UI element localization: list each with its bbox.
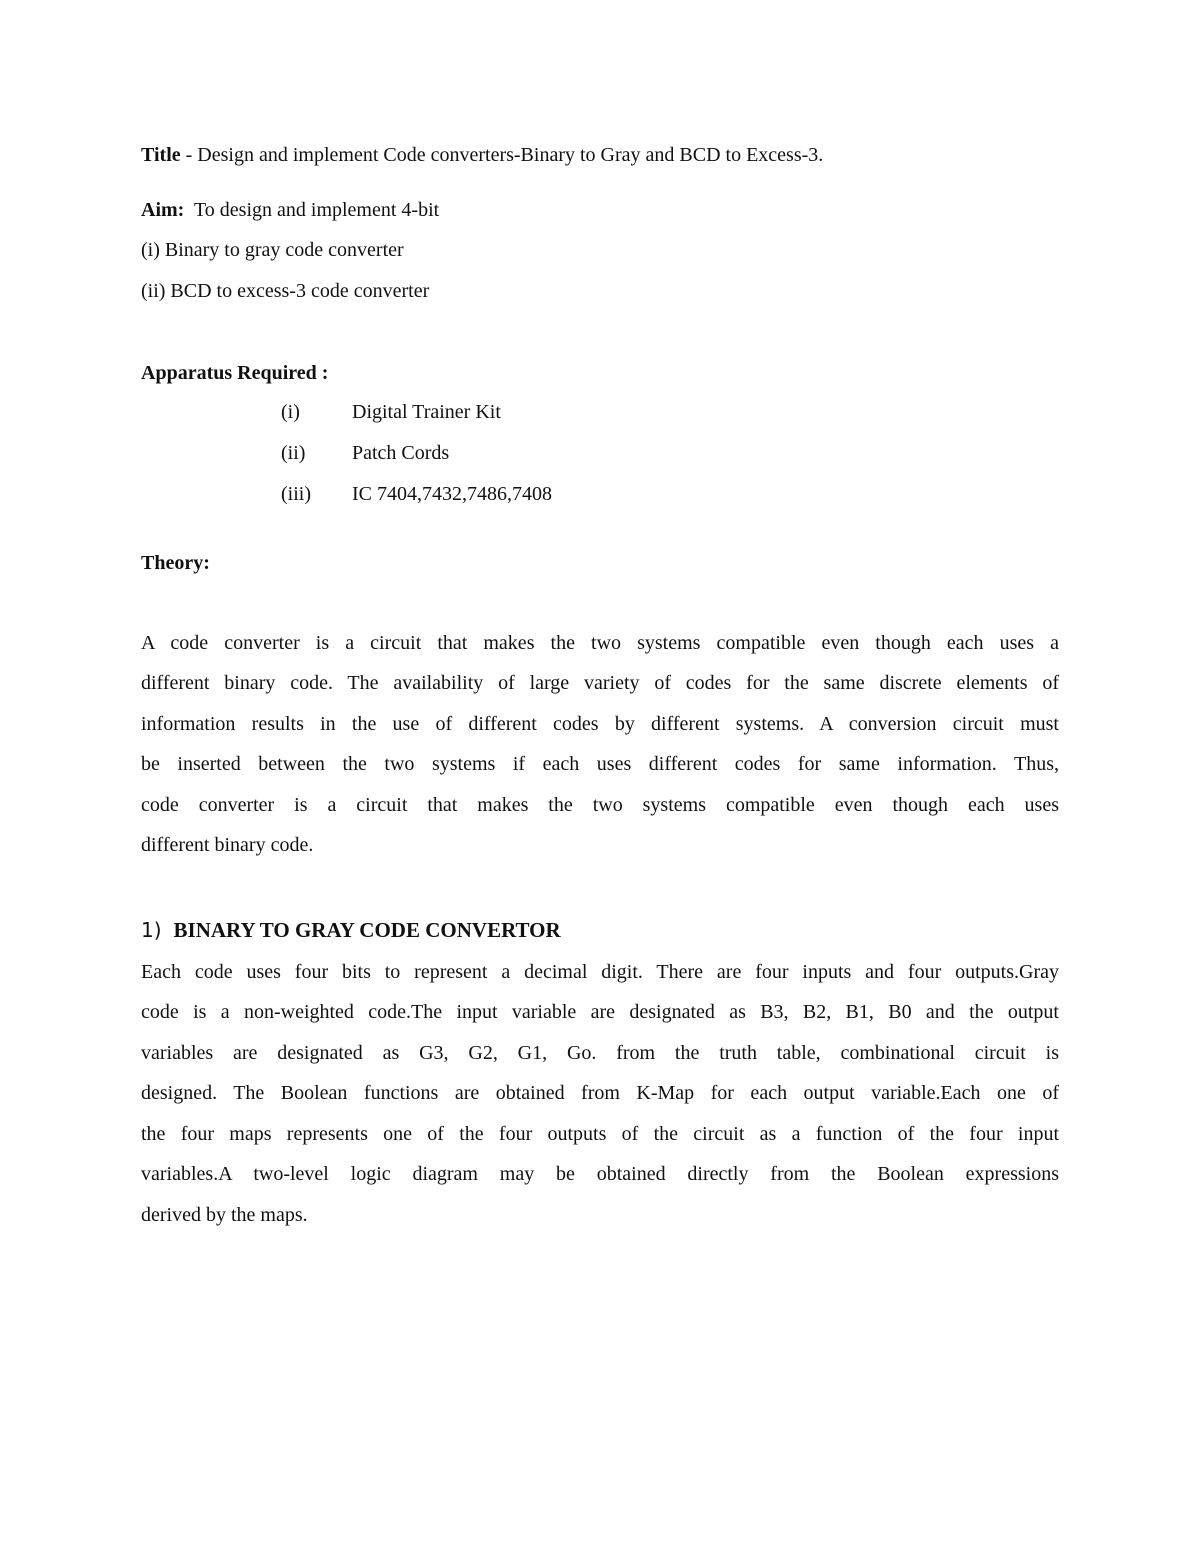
title-text: - Design and implement Code converters-Binary to Gray and BCD to Excess-3. (180, 144, 824, 166)
theory-line-2: different binary code. The availability of large variety of codes for the same discrete elements of (141, 672, 1059, 694)
apparatus-numeral-1: (i) (281, 401, 300, 423)
apparatus-heading: Apparatus Required : (141, 362, 329, 384)
title-line (141, 143, 823, 167)
apparatus-numeral-2: (ii) (281, 442, 306, 464)
theory-line-1: A code converter is a circuit that makes the two systems compatible even though each uses a (141, 632, 1059, 654)
title-label: Title (141, 144, 181, 166)
aim-label: Aim: (141, 199, 185, 221)
section-1-title: BINARY TO GRAY CODE CONVERTOR (173, 918, 561, 942)
section-1-line-1: Each code uses four bits to represent a decimal digit. There are four inputs and four outputs.Gray (141, 961, 1059, 983)
apparatus-item-2: Patch Cords (352, 442, 450, 464)
aim-text: To design and implement 4-bit (184, 199, 440, 221)
section-1-line-4: designed. The Boolean functions are obtained from K-Map for each output variable.Each one of (141, 1082, 1059, 1104)
section-1-line-2: code is a non-weighted code.The input variable are designated as B3, B2, B1, B0 and the output (141, 1001, 1059, 1023)
theory-line-5: code converter is a circuit that makes the two systems compatible even though each uses (141, 794, 1059, 816)
section-1-heading (141, 917, 561, 943)
section-1-line-7: derived by the maps. (141, 1204, 308, 1226)
section-1-number: 1) (141, 918, 162, 942)
aim-item-1: (i) Binary to gray code converter (141, 239, 404, 261)
theory-line-3: information results in the use of different codes by different systems. A conversion circuit must (141, 713, 1059, 735)
section-1-line-6: variables.A two-level logic diagram may be obtained directly from the Boolean expressions (141, 1163, 1059, 1185)
theory-heading: Theory: (141, 552, 210, 574)
apparatus-item-3: IC 7404,7432,7486,7408 (352, 483, 552, 505)
aim-item-2: (ii) BCD to excess-3 code converter (141, 280, 430, 302)
apparatus-item-1: Digital Trainer Kit (352, 401, 501, 423)
section-1-line-3: variables are designated as G3, G2, G1, Go. from the truth table, combinational circuit is (141, 1042, 1059, 1064)
theory-line-6: different binary code. (141, 834, 314, 856)
section-1-line-5: the four maps represents one of the four outputs of the circuit as a function of the four input (141, 1123, 1059, 1145)
aim-line (141, 198, 439, 222)
apparatus-numeral-3: (iii) (281, 483, 311, 505)
theory-line-4: be inserted between the two systems if each uses different codes for same information. Thus, (141, 753, 1059, 775)
